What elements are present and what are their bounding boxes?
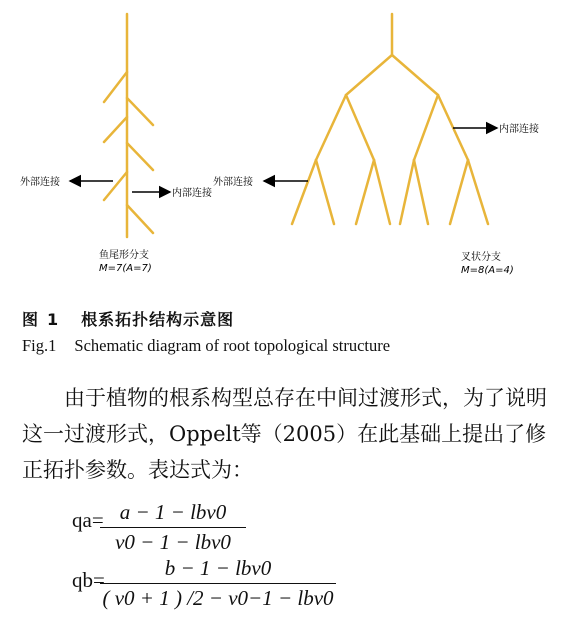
body-paragraph xyxy=(22,380,552,488)
dichotomous-branch xyxy=(414,160,428,224)
right-tree-params: M=8(A=4) xyxy=(461,265,514,276)
dichotomous-branch xyxy=(292,160,316,224)
right-internal-label: 内部连接 xyxy=(499,124,539,135)
herringbone-branch xyxy=(127,143,153,170)
dichotomous-branch xyxy=(346,95,374,160)
equation-qa-numerator: a − 1 − lbv0 xyxy=(119,500,227,524)
dichotomous-branch xyxy=(316,160,334,224)
left-external-label: 外部连接 xyxy=(20,177,60,188)
herringbone-branch xyxy=(127,205,153,233)
left-tree-name: 鱼尾形分支 xyxy=(99,250,149,261)
dichotomous-branch xyxy=(356,160,374,224)
figure-caption-chinese xyxy=(22,307,234,330)
dichotomous-branch xyxy=(392,55,438,95)
equation-qb-fraction xyxy=(100,556,336,611)
herringbone-tree xyxy=(104,14,153,237)
fraction-bar xyxy=(100,527,246,528)
right-external-label: 外部连接 xyxy=(213,177,253,188)
herringbone-branch xyxy=(127,98,153,125)
herringbone-branch xyxy=(104,72,127,102)
equation-qa-denominator: v0 − 1 − lbv0 xyxy=(115,530,231,554)
root-topology-figure xyxy=(0,0,580,300)
herringbone-branch xyxy=(104,172,127,200)
paragraph-text: 由于植物的根系构型总存在中间过渡形式，为了说明这一过渡形式，Oppelt等（2005）在此基础上提出了修正拓扑参数。表达式为： xyxy=(22,386,547,482)
dichotomous-branch xyxy=(316,95,346,160)
equation-qa-fraction xyxy=(100,500,246,555)
equation-qa-lhs: qa= xyxy=(72,508,104,532)
caption-en-prefix: Fig.1 xyxy=(22,336,57,355)
equation-qb-lhs: qb= xyxy=(72,568,105,592)
right-tree-name: 叉状分支 xyxy=(461,252,501,263)
dichotomous-branch xyxy=(400,160,414,224)
dichotomous-tree xyxy=(292,14,488,224)
equation-qb-denominator: ( v0 + 1 ) /2 − v0−1 − lbv0 xyxy=(102,586,334,610)
caption-en-title: Schematic diagram of root topological structure xyxy=(74,336,391,355)
figure-caption-english xyxy=(22,336,390,356)
caption-cn-number: 1 xyxy=(47,310,60,329)
left-internal-label: 内部连接 xyxy=(172,188,212,199)
dichotomous-branch xyxy=(414,95,438,160)
dichotomous-branch xyxy=(374,160,390,224)
caption-cn-prefix: 图 xyxy=(22,310,40,329)
herringbone-branch xyxy=(104,117,127,142)
dichotomous-branch xyxy=(450,160,468,224)
dichotomous-branch xyxy=(468,160,488,224)
caption-cn-title: 根系拓扑结构示意图 xyxy=(81,310,235,329)
fraction-bar xyxy=(100,583,336,584)
left-tree-params: M=7(A=7) xyxy=(99,263,152,274)
dichotomous-branch xyxy=(346,55,392,95)
equation-qb-numerator: b − 1 − lbv0 xyxy=(164,556,272,580)
